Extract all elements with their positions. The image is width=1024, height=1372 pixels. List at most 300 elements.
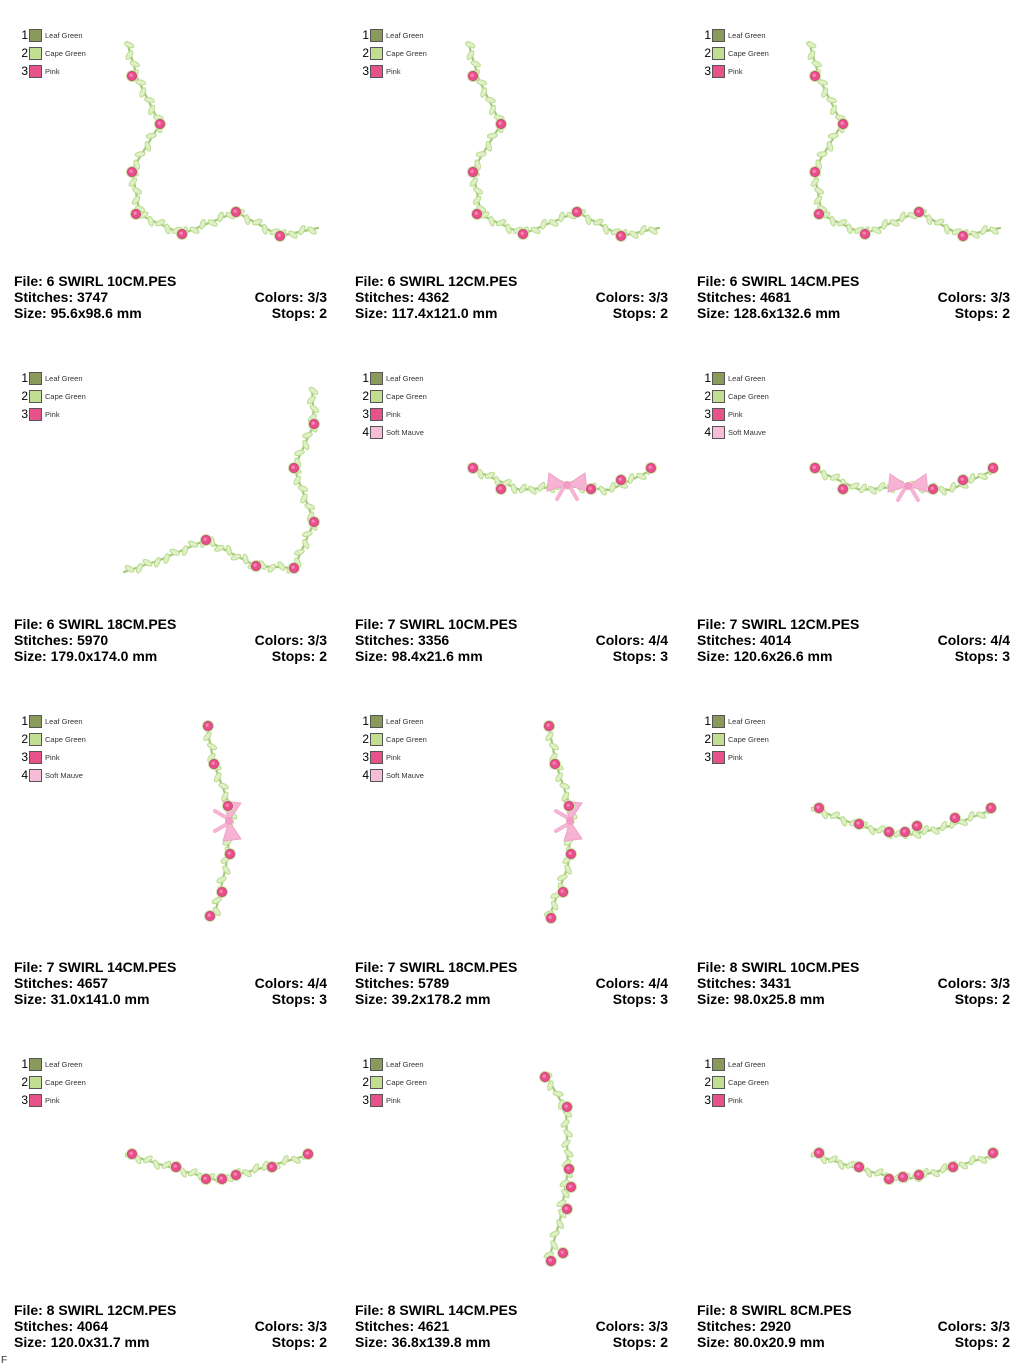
colors-value: 3/3: [648, 1318, 668, 1334]
size-label: Size:: [697, 1334, 730, 1350]
stitches-label: Stitches:: [697, 289, 757, 305]
rose: [837, 483, 849, 495]
rose: [927, 483, 939, 495]
stitches-value: 3356: [418, 632, 450, 648]
leaf: [939, 821, 948, 832]
design-info: [14, 616, 327, 664]
stitches-value: 4657: [77, 975, 109, 991]
color-swatch: [712, 1058, 725, 1071]
size-value: 31.0x141.0 mm: [50, 991, 150, 1007]
leaf: [298, 225, 307, 236]
legend-number: 1: [704, 714, 711, 728]
file-name: File: 7 SWIRL 18CM.PES: [355, 959, 518, 975]
footer-mark: F: [1, 1355, 8, 1366]
rose: [985, 802, 997, 814]
rose: [495, 118, 507, 130]
rose: [126, 70, 138, 82]
leaf: [302, 432, 313, 439]
leaf: [472, 186, 483, 195]
stops-value: 2: [660, 1334, 668, 1350]
leaf: [970, 230, 981, 240]
colors-value: 3/3: [990, 289, 1010, 305]
rose: [645, 462, 657, 474]
leaf: [943, 224, 950, 235]
rose: [126, 1148, 138, 1160]
color-swatch: [29, 1094, 42, 1107]
legend-row: [19, 1055, 86, 1073]
leaf: [949, 482, 956, 493]
rose: [208, 758, 220, 770]
rose: [987, 1147, 999, 1159]
thread-name: Cape Green: [386, 391, 427, 401]
legend-number: 3: [21, 64, 28, 78]
legend-number: 4: [704, 425, 711, 439]
design-card: [683, 686, 1024, 1029]
color-swatch: [370, 65, 383, 78]
rose: [170, 1161, 182, 1173]
leaf: [288, 230, 299, 240]
size-value: 80.0x20.9 mm: [733, 1334, 825, 1350]
leaf: [135, 79, 146, 86]
thread-name: Leaf Green: [45, 373, 83, 383]
rose: [495, 483, 507, 495]
legend-row: [19, 748, 86, 766]
rose: [813, 802, 825, 814]
thread-color-legend: [360, 1055, 427, 1109]
colors-label: Colors:: [254, 975, 304, 991]
leaf: [244, 214, 251, 225]
stitches-label: Stitches:: [697, 975, 757, 991]
colors-value: 3/3: [990, 975, 1010, 991]
rose: [957, 474, 969, 486]
legend-number: 1: [21, 714, 28, 728]
thread-name: Leaf Green: [45, 1059, 83, 1069]
rose: [557, 886, 569, 898]
rose: [230, 206, 242, 218]
rose: [561, 1101, 573, 1113]
color-swatch: [370, 408, 383, 421]
colors-value: 3/3: [307, 632, 327, 648]
size-label: Size:: [14, 1334, 47, 1350]
legend-number: 2: [704, 732, 711, 746]
design-card: [0, 1029, 341, 1372]
rose: [949, 812, 961, 824]
rose: [224, 848, 236, 860]
legend-row: [702, 730, 769, 748]
leaf: [881, 219, 889, 230]
leaf: [181, 545, 188, 556]
color-swatch: [370, 751, 383, 764]
rose: [274, 230, 286, 242]
colors-label: Colors:: [595, 632, 645, 648]
leaf: [968, 473, 975, 484]
rose: [809, 70, 821, 82]
colors-value: 3/3: [648, 289, 668, 305]
rose: [913, 206, 925, 218]
thread-color-legend: [19, 369, 86, 423]
thread-color-legend: [360, 712, 427, 784]
leaf: [202, 731, 212, 742]
thread-color-legend: [702, 712, 769, 766]
legend-row: [360, 26, 427, 44]
stitches-label: Stitches:: [355, 289, 415, 305]
legend-row: [702, 26, 769, 44]
legend-number: 3: [704, 64, 711, 78]
leaf: [281, 1155, 289, 1166]
stops-value: 2: [1002, 991, 1010, 1007]
legend-row: [360, 766, 427, 784]
rose: [615, 230, 627, 242]
design-info: [355, 959, 668, 1007]
leaf: [306, 395, 317, 405]
colors-value: 4/4: [307, 975, 327, 991]
color-swatch: [29, 769, 42, 782]
color-swatch: [29, 47, 42, 60]
color-swatch: [29, 1076, 42, 1089]
color-swatch: [29, 751, 42, 764]
rose: [216, 886, 228, 898]
leaf: [629, 230, 640, 240]
file-name: File: 6 SWIRL 14CM.PES: [697, 273, 860, 289]
thread-name: Soft Mauve: [386, 427, 424, 437]
design-card: [683, 0, 1024, 343]
leaf: [124, 41, 135, 49]
rose: [471, 208, 483, 220]
colors-label: Colors:: [595, 1318, 645, 1334]
stitches-value: 4621: [418, 1318, 450, 1334]
legend-number: 4: [21, 768, 28, 782]
thread-name: Pink: [45, 752, 60, 762]
legend-row: [19, 44, 86, 62]
rose: [557, 1247, 569, 1259]
rose: [176, 228, 188, 240]
stitches-label: Stitches:: [355, 632, 415, 648]
thread-name: Leaf Green: [728, 373, 766, 383]
legend-number: 4: [362, 425, 369, 439]
rose: [549, 758, 561, 770]
colors-value: 3/3: [307, 289, 327, 305]
stops-label: Stops:: [954, 1334, 999, 1350]
legend-number: 2: [362, 1075, 369, 1089]
legend-row: [702, 1055, 769, 1073]
stops-label: Stops:: [954, 991, 999, 1007]
stops-label: Stops:: [954, 648, 999, 664]
leaf: [811, 60, 822, 68]
leaf: [505, 223, 512, 234]
rose: [130, 208, 142, 220]
color-swatch: [370, 1094, 383, 1107]
thread-name: Soft Mauve: [45, 770, 83, 780]
legend-row: [702, 748, 769, 766]
rose: [288, 462, 300, 474]
rose: [899, 826, 911, 838]
legend-number: 2: [21, 1075, 28, 1089]
file-name: File: 7 SWIRL 10CM.PES: [355, 616, 518, 632]
rose: [200, 534, 212, 546]
size-label: Size:: [355, 305, 388, 321]
rose: [517, 228, 529, 240]
legend-number: 1: [704, 371, 711, 385]
colors-label: Colors:: [937, 975, 987, 991]
thread-name: Pink: [386, 1095, 401, 1105]
size-label: Size:: [14, 648, 47, 664]
rose: [987, 462, 999, 474]
stops-value: 2: [1002, 1334, 1010, 1350]
thread-name: Pink: [728, 1095, 743, 1105]
thread-color-legend: [702, 1055, 769, 1109]
rose: [266, 1161, 278, 1173]
leaf: [469, 177, 479, 188]
leaf: [308, 386, 319, 396]
color-swatch: [370, 47, 383, 60]
thread-color-legend: [702, 26, 769, 80]
leaf: [129, 60, 140, 68]
thread-name: Leaf Green: [45, 30, 83, 40]
size-value: 128.6x132.6 mm: [733, 305, 841, 321]
rose: [308, 418, 320, 430]
rose: [813, 1147, 825, 1159]
leaf: [980, 225, 989, 236]
legend-number: 3: [362, 64, 369, 78]
size-label: Size:: [14, 991, 47, 1007]
stitches-label: Stitches:: [14, 975, 74, 991]
stitches-value: 4014: [760, 632, 792, 648]
leaf: [560, 1118, 571, 1128]
leaf: [627, 473, 634, 484]
leaf: [602, 224, 609, 235]
thread-name: Cape Green: [728, 391, 769, 401]
stitches-label: Stitches:: [14, 632, 74, 648]
leaf: [199, 219, 207, 230]
color-swatch: [712, 715, 725, 728]
leaf: [967, 811, 975, 822]
colors-value: 4/4: [990, 632, 1010, 648]
stops-value: 3: [1002, 648, 1010, 664]
leaf: [826, 97, 837, 104]
thread-color-legend: [360, 26, 427, 80]
design-info: [355, 616, 668, 664]
leaf: [144, 97, 155, 104]
legend-number: 2: [21, 46, 28, 60]
leaf: [926, 214, 933, 225]
legend-row: [702, 44, 769, 62]
leaf: [558, 211, 566, 222]
leaf: [553, 1091, 564, 1097]
design-info: [697, 616, 1010, 664]
legend-number: 3: [21, 1093, 28, 1107]
leaf: [225, 545, 232, 556]
stitches-value: 5789: [418, 975, 450, 991]
color-swatch: [712, 733, 725, 746]
legend-row: [19, 62, 86, 80]
colors-label: Colors:: [254, 289, 304, 305]
rose: [230, 1169, 242, 1181]
thread-name: Cape Green: [45, 48, 86, 58]
thread-name: Cape Green: [45, 734, 86, 744]
colors-value: 3/3: [990, 1318, 1010, 1334]
thread-name: Leaf Green: [728, 1059, 766, 1069]
leaf: [465, 41, 476, 49]
thread-color-legend: [360, 369, 427, 441]
leaf: [131, 195, 141, 206]
stops-value: 2: [660, 305, 668, 321]
leaf: [821, 470, 828, 481]
thread-name: Cape Green: [45, 1077, 86, 1087]
leaf: [217, 211, 225, 222]
size-label: Size:: [697, 648, 730, 664]
rose: [957, 230, 969, 242]
leaf: [540, 219, 548, 230]
size-label: Size:: [355, 1334, 388, 1350]
leaf: [829, 216, 836, 227]
rose: [200, 1173, 212, 1185]
leaf: [817, 151, 828, 157]
leaf: [307, 226, 318, 236]
leaf: [218, 782, 229, 790]
legend-row: [702, 1073, 769, 1091]
size-value: 36.8x139.8 mm: [391, 1334, 491, 1350]
rose: [545, 1255, 557, 1267]
legend-row: [19, 1073, 86, 1091]
legend-row: [702, 1091, 769, 1109]
rose: [563, 800, 575, 812]
color-swatch: [712, 65, 725, 78]
size-label: Size:: [355, 648, 388, 664]
rose: [883, 1173, 895, 1185]
rose: [543, 720, 555, 732]
leaf: [837, 1159, 845, 1170]
legend-number: 3: [704, 750, 711, 764]
leaf: [840, 816, 848, 827]
color-swatch: [712, 47, 725, 60]
vine-stem: [124, 388, 314, 572]
legend-row: [702, 387, 769, 405]
colors-value: 4/4: [648, 632, 668, 648]
stitches-value: 3431: [760, 975, 792, 991]
rose: [911, 820, 923, 832]
leaf: [867, 485, 877, 495]
thread-name: Leaf Green: [386, 716, 424, 726]
thread-name: Cape Green: [728, 1077, 769, 1087]
stops-label: Stops:: [271, 1334, 316, 1350]
leaf: [251, 1163, 260, 1174]
leaf: [221, 865, 231, 876]
file-name: File: 8 SWIRL 14CM.PES: [355, 1302, 518, 1318]
legend-number: 2: [704, 389, 711, 403]
leaf: [206, 742, 217, 751]
file-name: File: 7 SWIRL 12CM.PES: [697, 616, 860, 632]
design-info: [355, 1302, 668, 1350]
stops-value: 2: [319, 648, 327, 664]
size-label: Size:: [355, 991, 388, 1007]
size-value: 117.4x121.0 mm: [391, 305, 498, 321]
leaf: [488, 216, 495, 227]
rose: [216, 1173, 228, 1185]
stops-value: 3: [660, 648, 668, 664]
stops-label: Stops:: [271, 305, 316, 321]
stitches-label: Stitches:: [355, 975, 415, 991]
rose: [853, 1161, 865, 1173]
leaf: [164, 223, 171, 234]
thread-name: Cape Green: [386, 48, 427, 58]
rose: [615, 474, 627, 486]
rose: [545, 912, 557, 924]
leaf: [518, 483, 528, 494]
leaf: [152, 1159, 160, 1170]
design-card: [0, 0, 341, 343]
legend-row: [19, 26, 86, 44]
leaf: [939, 1163, 948, 1174]
stops-value: 3: [660, 991, 668, 1007]
leaf: [297, 485, 308, 493]
thread-name: Leaf Green: [728, 716, 766, 726]
rose: [837, 118, 849, 130]
design-card: [341, 343, 682, 686]
color-swatch: [29, 715, 42, 728]
color-swatch: [29, 390, 42, 403]
rose: [853, 818, 865, 830]
legend-row: [19, 405, 86, 423]
leaf: [813, 195, 823, 206]
design-card: [341, 1029, 682, 1372]
design-info: [697, 273, 1010, 321]
rose: [913, 1169, 925, 1181]
thread-name: Cape Green: [386, 734, 427, 744]
stops-value: 2: [1002, 305, 1010, 321]
color-swatch: [370, 733, 383, 746]
thread-name: Pink: [386, 752, 401, 762]
stops-value: 2: [319, 305, 327, 321]
colors-label: Colors:: [937, 632, 987, 648]
leaf: [472, 195, 482, 206]
legend-row: [19, 369, 86, 387]
thread-color-legend: [702, 369, 769, 441]
legend-row: [360, 1073, 427, 1091]
colors-label: Colors:: [937, 1318, 987, 1334]
legend-number: 3: [704, 407, 711, 421]
color-swatch: [712, 29, 725, 42]
rose: [585, 483, 597, 495]
leaf: [135, 151, 146, 157]
size-value: 98.0x25.8 mm: [733, 991, 825, 1007]
legend-number: 3: [704, 1093, 711, 1107]
legend-number: 3: [362, 1093, 369, 1107]
rose: [204, 910, 216, 922]
legend-number: 3: [21, 407, 28, 421]
color-swatch: [712, 390, 725, 403]
thread-name: Leaf Green: [45, 716, 83, 726]
thread-name: Pink: [386, 409, 401, 419]
stops-label: Stops:: [271, 991, 316, 1007]
leaf: [242, 554, 249, 565]
thread-name: Pink: [728, 66, 743, 76]
size-value: 98.4x21.6 mm: [391, 648, 483, 664]
leaf: [294, 449, 305, 456]
rose: [565, 1181, 577, 1193]
leaf: [813, 186, 824, 195]
size-value: 179.0x174.0 mm: [50, 648, 158, 664]
stitches-value: 5970: [77, 632, 109, 648]
legend-row: [360, 748, 427, 766]
rose: [302, 1148, 314, 1160]
leaf: [302, 530, 313, 537]
leaf: [527, 485, 537, 495]
thread-name: Pink: [45, 409, 60, 419]
leaf: [585, 214, 592, 225]
file-name: File: 8 SWIRL 12CM.PES: [14, 1302, 177, 1318]
thread-name: Pink: [386, 66, 401, 76]
leaf: [153, 557, 161, 568]
